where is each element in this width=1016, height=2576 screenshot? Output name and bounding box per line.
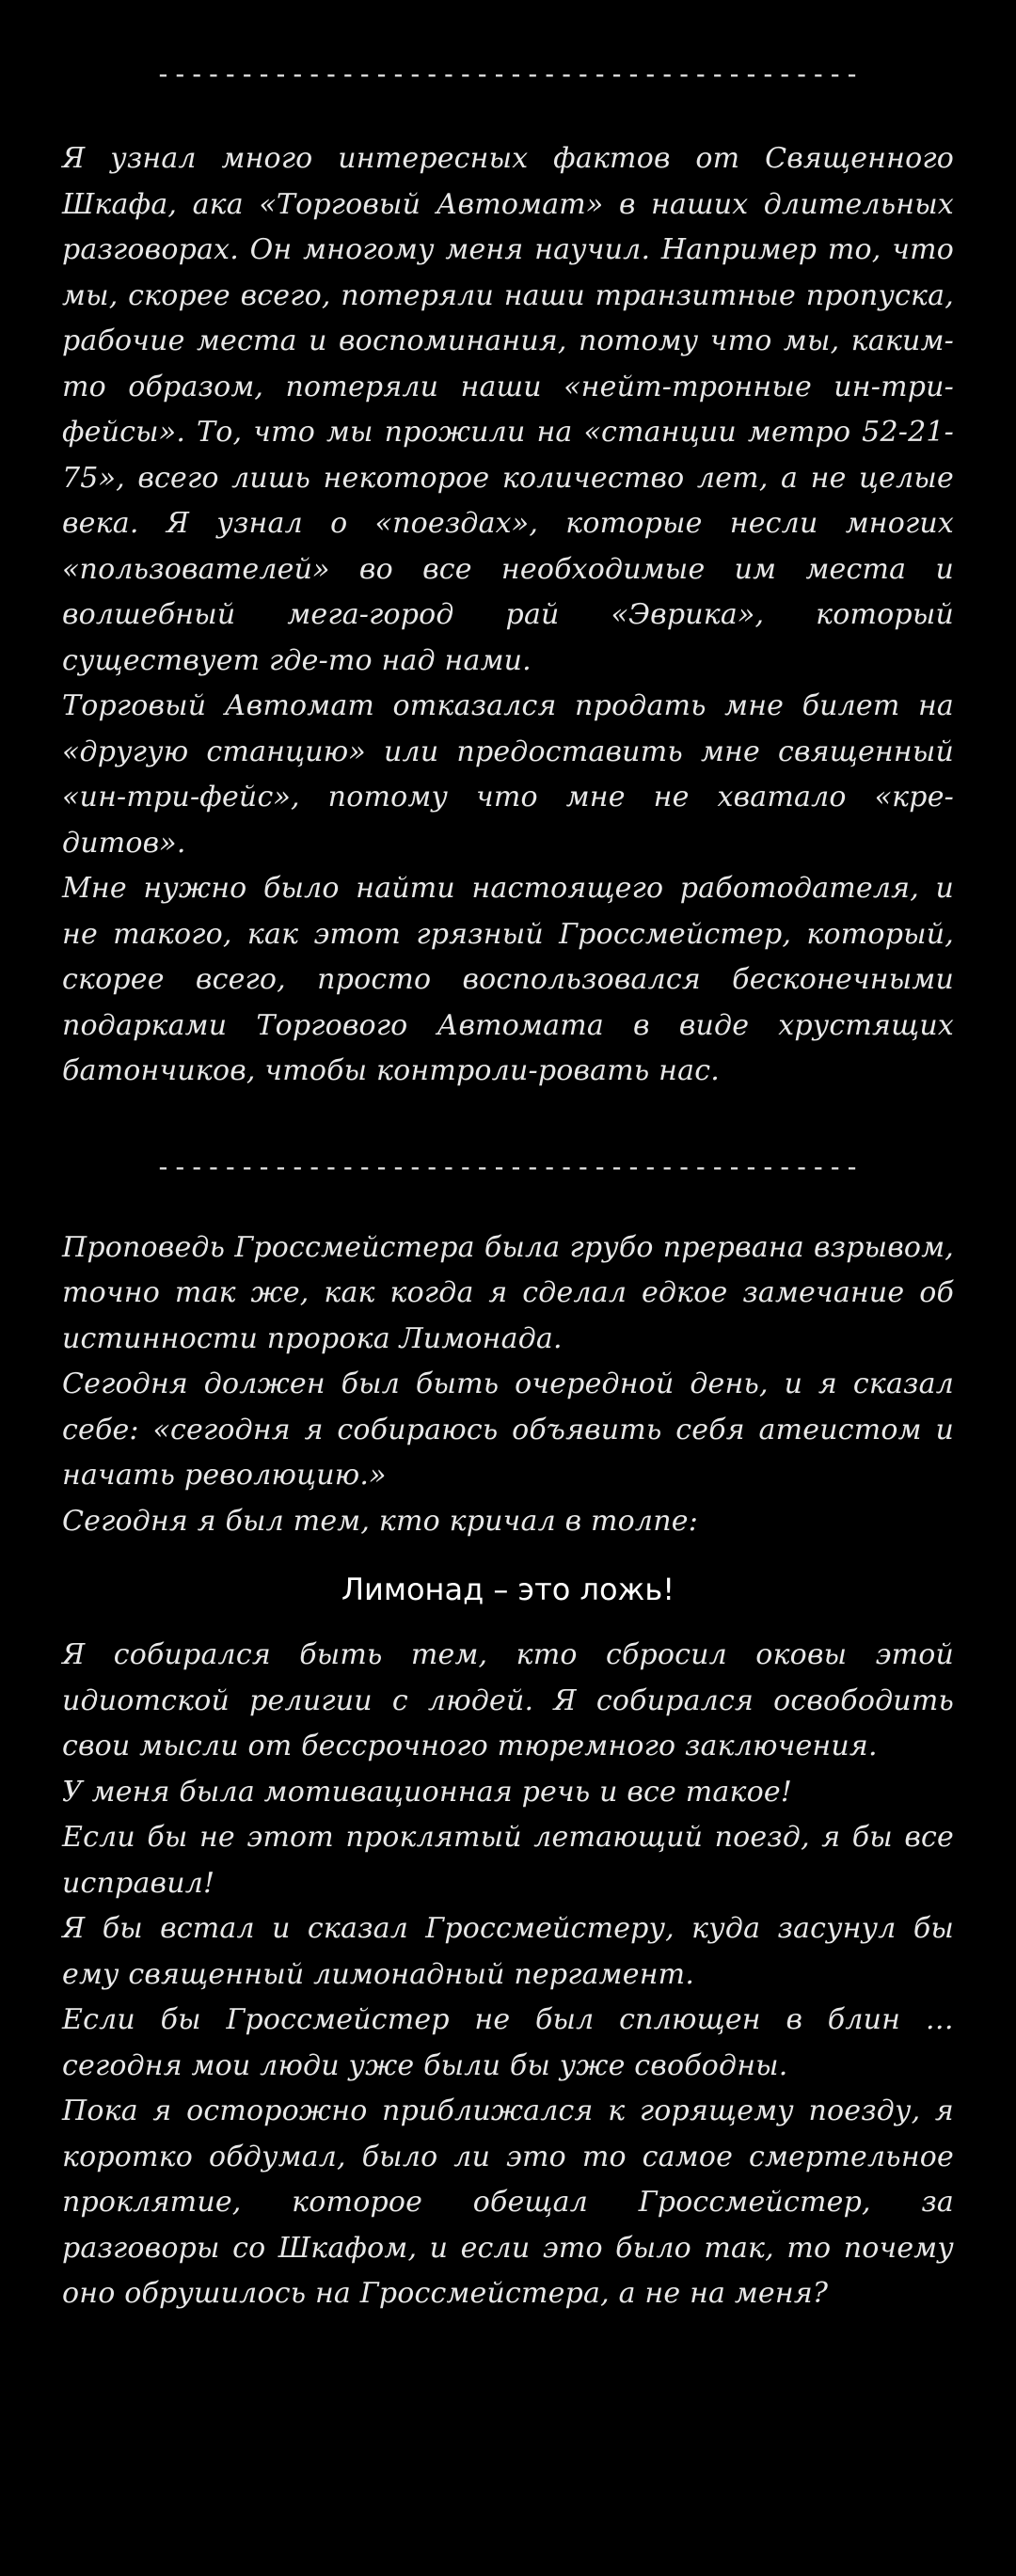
paragraph: У меня была мотивационная речь и все такое! (62, 1775, 793, 1809)
section-divider-middle: ------------------------------------------ (154, 1150, 861, 1182)
paragraph: Сегодня я был тем, кто кричал в толпе: (62, 1504, 699, 1538)
paragraph: Я бы встал и сказал Гроссмейстеру, куда засунул бы ему священный лимонадный пергамент. (62, 1912, 954, 1991)
paragraph: Торговый Автомат отказался продать мне билет на «другую станцию» или предоставить мне священный «ин-три-фейс», потому что мне не хватало «кре-дитов». (62, 689, 954, 860)
paragraph: Я собирался быть тем, кто сбросил оковы этой идиотской религии с людей. Я собирался освободить свои мысли от бессрочного тюремного заключения. (62, 1638, 954, 1762)
paragraph: Проповедь Гроссмейстера была грубо прервана взрывом, точно так же, как когда я сделал едкое замечание об истинности пророка Лимонада. (62, 1230, 954, 1355)
paragraph: Сегодня должен был быть очередной день, и я сказал себе: «сегодня я собираюсь объявить себя атеистом и начать революцию.» (62, 1367, 954, 1492)
paragraph: Если бы не этот проклятый летающий поезд, я бы все исправил! (62, 1821, 954, 1900)
section-divider-top: ------------------------------------------ (154, 58, 861, 89)
section-two-text-after (62, 1633, 954, 2317)
paragraph: Если бы Гроссмейстер не был сплющен в блин … сегодня мои люди уже были бы уже свободны. (62, 2003, 954, 2082)
shout-line: Лимонад – это ложь! (341, 1572, 675, 1607)
section-two-text-before (62, 1225, 954, 1545)
story-page (62, 0, 954, 2317)
paragraph: Пока я осторожно приближался к горящему поезду, я коротко обдумал, было ли это то самое смертельное проклятие, которое обещал Гроссмейстер, за разговоры со Шкафом, и если это было так, то почему оно обрушилось на Гроссмейстера, а не на меня? (62, 2094, 954, 2310)
paragraph: Мне нужно было найти настоящего работодателя, и не такого, как этот грязный Гроссмейстер, который, скорее всего, просто воспользовался бесконечными подарками Торгового Автомата в виде хрустящих батончиков, чтобы контроли-ровать нас. (62, 872, 954, 1087)
section-one-text (62, 136, 954, 1095)
paragraph: Я узнал много интересных фактов от Священного Шкафа, ака «Торговый Автомат» в наших длительных разговорах. Он многому меня научил. Например то, что мы, скорее всего, потеряли наши транзитные пропуска, рабочие места и воспоминания, потому что мы, каким-то образом, потеряли наши «нейт-тронные ин-три-фейсы». То, что мы прожили на «станции метро 52-21-75», всего лишь некоторое количество лет, а не целые века. Я узнал о «поездах», которые несли многих «пользователей» во все необходимые им места и волшебный мега-город рай «Эврика», который существует где-то над нами. (62, 142, 954, 677)
